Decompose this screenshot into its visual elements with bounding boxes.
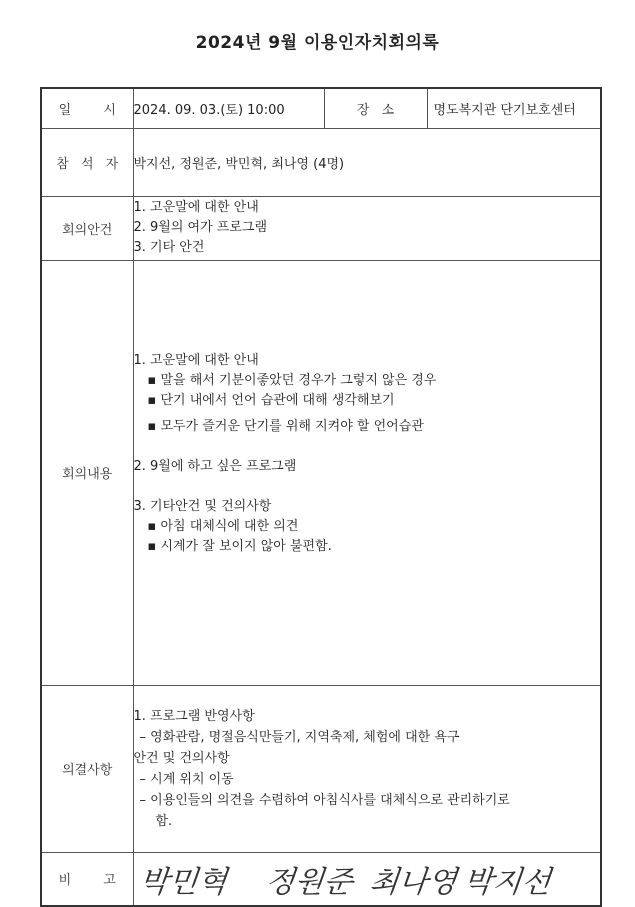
content-section-1-title: 1. 고운말에 대한 안내 <box>133 352 259 368</box>
signature: 정원준 <box>263 864 354 900</box>
signature: 박지선 <box>461 864 552 900</box>
content-bullet: ▪ 말을 해서 기분이좋았던 경우가 그렇지 않은 경우 <box>147 372 437 388</box>
resolution-line: – 영화관람, 명절음식만들기, 지역축제, 체험에 대한 욕구 <box>139 729 460 745</box>
row-resolution <box>41 685 601 852</box>
content-bullet: ▪ 단기 내에서 언어 습관에 대해 생각해보기 <box>147 392 395 408</box>
signature: 최나영 <box>367 864 458 900</box>
row-attendees <box>41 128 601 196</box>
agenda-item: 2. 9월의 여가 프로그램 <box>133 220 268 235</box>
agenda-item: 1. 고운말에 대한 안내 <box>133 200 259 215</box>
agenda-item: 3. 기타 안건 <box>133 240 205 255</box>
place-value: 명도복지관 단기보호센터 <box>427 88 601 128</box>
place-label: 장 소 <box>324 88 427 128</box>
content-section-3-title: 3. 기타안건 및 건의사항 <box>133 498 272 514</box>
row-agenda <box>41 196 601 260</box>
attendees-value: 박지선, 정원준, 박민혁, 최나영 (4명) <box>133 128 601 196</box>
remarks-label: 비 고 <box>41 852 133 906</box>
content-bullet: ▪ 아침 대체식에 대한 의견 <box>147 518 299 534</box>
resolution-line: 1. 프로그램 반영사항 <box>133 708 255 724</box>
signature-area <box>133 852 601 906</box>
resolution-body <box>133 685 601 852</box>
content-section-2-title: 2. 9월에 하고 싶은 프로그램 <box>133 458 297 474</box>
resolution-line: 함. <box>155 813 173 829</box>
resolution-line: – 이용인들의 의견을 수렴하여 아침식사를 대체식으로 관리하기로 <box>139 792 510 808</box>
content-label: 회의내용 <box>41 260 133 685</box>
content-bullet: ▪ 모두가 즐거운 단기를 위해 지켜야 할 언어습관 <box>147 418 424 434</box>
document-title: 2024년 9월 이용인자치회의록 <box>195 33 440 53</box>
resolution-line: – 시계 위치 이동 <box>139 771 234 787</box>
date-label: 일 시 <box>41 88 133 128</box>
agenda-label: 회의안건 <box>41 196 133 260</box>
resolution-line: 안건 및 건의사항 <box>133 750 230 766</box>
attendees-label: 참 석 자 <box>41 128 133 196</box>
resolution-label: 의결사항 <box>41 685 133 852</box>
signature: 박민혁 <box>137 864 228 900</box>
agenda-list <box>133 196 601 260</box>
row-date <box>41 88 601 128</box>
row-remarks <box>41 852 601 906</box>
minutes-table <box>40 87 602 907</box>
row-content <box>41 260 601 685</box>
content-body <box>133 260 601 685</box>
date-value: 2024. 09. 03.(토) 10:00 <box>133 88 324 128</box>
content-bullet: ▪ 시계가 잘 보이지 않아 불편함. <box>147 538 332 554</box>
